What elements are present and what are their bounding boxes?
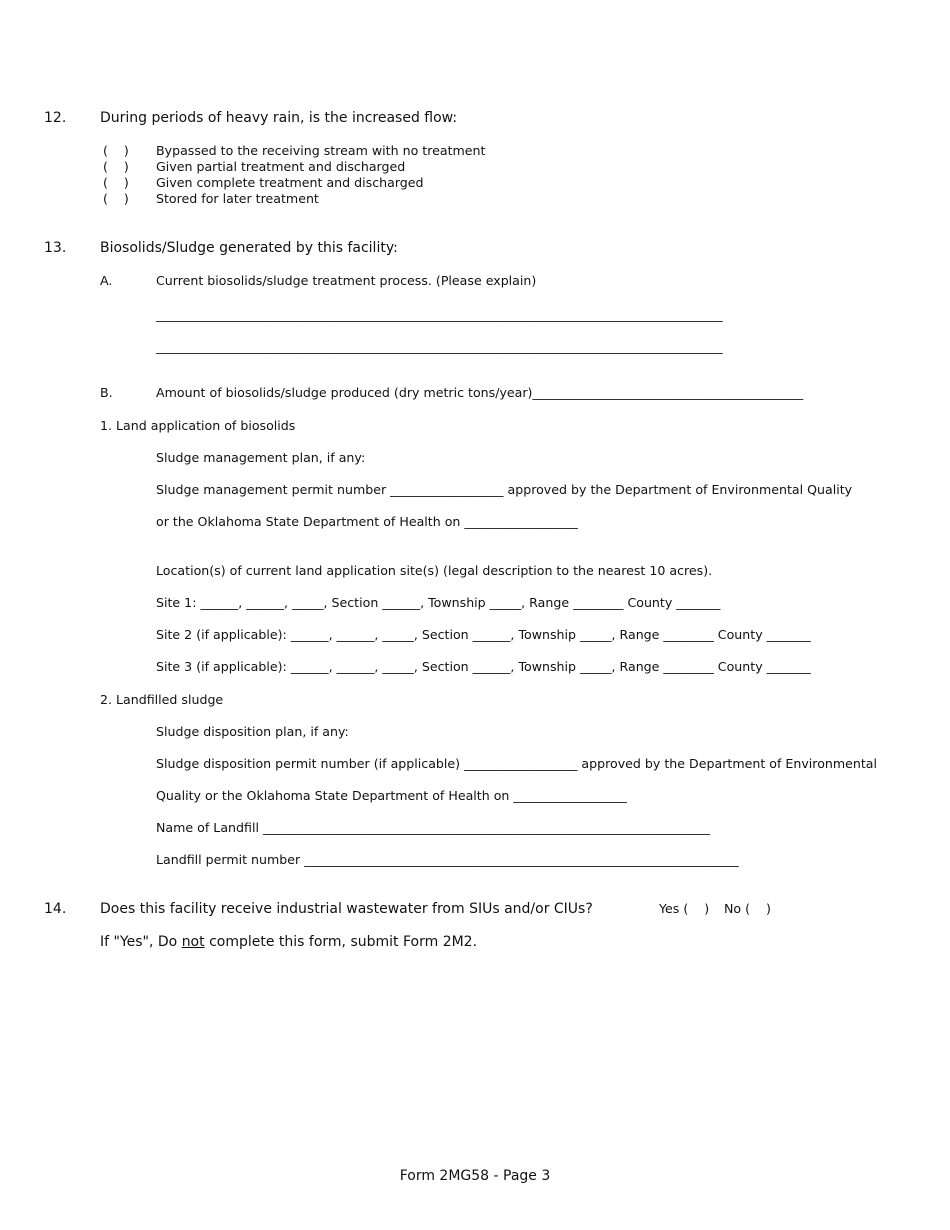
land-site-2[interactable]: Site 2 (if applicable): ______, ______, _____, Section ______, Township _____, Range ________ County _______ xyxy=(156,627,811,642)
q13-a-blank-line-1[interactable]: __________________________________________________________________________________________ xyxy=(156,307,723,322)
land-permit[interactable]: Sludge management permit number __________________ approved by the Department of Environmental Quality xyxy=(156,482,853,497)
q12-checkbox-3[interactable]: ( ) xyxy=(103,175,129,190)
q12-checkbox-4[interactable]: ( ) xyxy=(103,191,129,206)
q13-a-text: Current biosolids/sludge treatment process. (Please explain) xyxy=(156,273,537,288)
landfill-plan: Sludge disposition plan, if any: xyxy=(156,724,349,739)
q13-a-letter: A. xyxy=(100,273,113,288)
q12-checkbox-2[interactable]: ( ) xyxy=(103,159,129,174)
landfill-permit-number[interactable]: Landfill permit number _____________________________________________________________________ xyxy=(156,852,739,867)
q13-a-blank-line-2[interactable]: __________________________________________________________________________________________ xyxy=(156,339,723,354)
landfill-permit[interactable]: Sludge disposition permit number (if applicable) __________________ approved by the Department of Environmental xyxy=(156,756,878,771)
q14-note-pre: If "Yes", Do xyxy=(100,934,182,950)
land-site-3[interactable]: Site 3 (if applicable): ______, ______, _____, Section ______, Township _____, Range ________ County _______ xyxy=(156,659,811,674)
q14-note xyxy=(100,935,477,949)
land-location: Location(s) of current land application site(s) (legal description to the nearest 10 acres). xyxy=(156,563,713,578)
landfill-name[interactable]: Name of Landfill _______________________________________________________________________ xyxy=(156,820,711,835)
q12-option-3: Given complete treatment and discharged xyxy=(156,175,424,190)
q13-b-text[interactable]: Amount of biosolids/sludge produced (dry metric tons/year)___________________________________________ xyxy=(156,385,804,400)
q14-number: 14. xyxy=(44,901,67,917)
landfill-heading: 2. Landfilled sludge xyxy=(100,692,224,707)
q13-number: 13. xyxy=(44,240,67,256)
land-health[interactable]: or the Oklahoma State Department of Health on __________________ xyxy=(156,514,578,529)
q13-question: Biosolids/Sludge generated by this facility: xyxy=(100,240,398,256)
q14-note-not: not xyxy=(181,934,205,950)
q13-b-letter: B. xyxy=(100,385,113,400)
q14-yes-checkbox[interactable]: Yes ( ) xyxy=(659,901,710,916)
q12-question: During periods of heavy rain, is the increased flow: xyxy=(100,110,458,126)
land-site-1[interactable]: Site 1: ______, ______, _____, Section ______, Township _____, Range ________ County _______ xyxy=(156,595,721,610)
q12-option-4: Stored for later treatment xyxy=(156,191,319,206)
land-plan: Sludge management plan, if any: xyxy=(156,450,366,465)
q12-option-2: Given partial treatment and discharged xyxy=(156,159,406,174)
q12-checkbox-1[interactable]: ( ) xyxy=(103,143,129,158)
page-footer: Form 2MG58 - Page 3 xyxy=(399,1168,551,1184)
q14-no-checkbox[interactable]: No ( ) xyxy=(724,901,771,916)
landfill-health[interactable]: Quality or the Oklahoma State Department of Health on __________________ xyxy=(156,788,627,803)
land-application-heading: 1. Land application of biosolids xyxy=(100,418,296,433)
q12-number: 12. xyxy=(44,110,67,126)
q12-option-1: Bypassed to the receiving stream with no treatment xyxy=(156,143,486,158)
q14-note-post: complete this form, submit Form 2M2. xyxy=(204,934,478,950)
q14-question: Does this facility receive industrial wastewater from SIUs and/or CIUs? xyxy=(100,901,593,917)
